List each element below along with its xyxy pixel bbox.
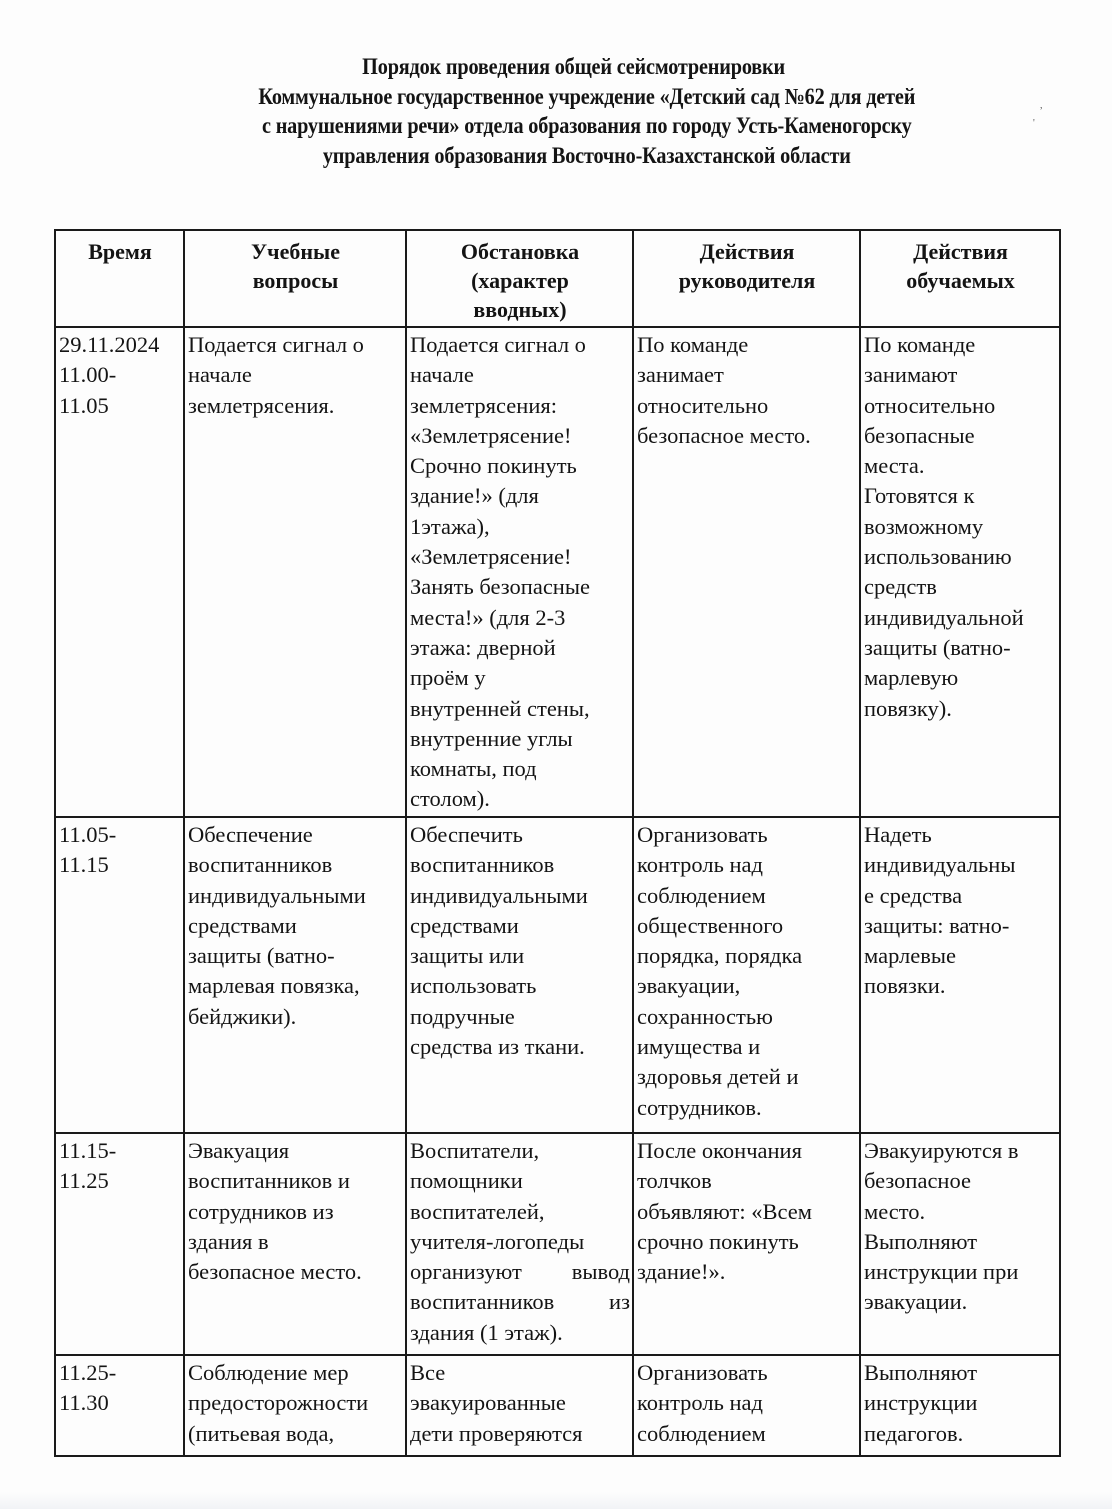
cell-line: 11.15- [59, 1138, 117, 1163]
cell-time [55, 817, 184, 1133]
header-line: Обстановка [460, 239, 580, 264]
cell-line: Выполняют [864, 1228, 978, 1254]
cell-line: учителя-логопеды [410, 1228, 585, 1254]
cell-situation [406, 327, 633, 817]
cell-line: Срочно покинуть [410, 453, 577, 479]
header-situation [406, 230, 633, 327]
cell-line: безопасные [864, 422, 975, 448]
cell-line: марлевые [864, 943, 956, 969]
cell-line: внутренние углы [410, 725, 573, 751]
cell-line: организуют вывод [410, 1259, 630, 1285]
cell-line: 11.15 [59, 852, 109, 878]
cell-line: контроль над [637, 852, 763, 878]
cell-line: внутренней стены, [410, 695, 590, 721]
cell-line: воспитанников из [410, 1289, 630, 1315]
header-line: Действия [699, 239, 795, 264]
cell-line: повязку). [864, 695, 952, 721]
cell-line: 11.25 [59, 1168, 109, 1194]
cell-line: Занять безопасные [410, 574, 590, 600]
cell-line: толчков [637, 1168, 712, 1194]
cell-line: возможному [864, 513, 984, 539]
cell-line: Подается сигнал о [410, 332, 586, 357]
title-line: управления образования Восточно-Казахстанской области [322, 142, 851, 168]
cell-line: инструкции при [864, 1259, 1019, 1285]
cell-line: объявляют: «Всем [637, 1198, 812, 1224]
cell-line: «Землетрясение! [410, 422, 572, 448]
header-line: вопросы [252, 268, 339, 293]
cell-line: Эвакуация [188, 1138, 290, 1163]
cell-line: занимает [637, 362, 724, 388]
cell-line: Эвакуируются в [864, 1138, 1019, 1163]
cell-line: безопасное [864, 1168, 971, 1194]
cell-line: инструкции [864, 1390, 978, 1416]
cell-line: место. [864, 1198, 926, 1224]
title-line: Порядок проведения общей сейсмотренировки [362, 54, 786, 79]
cell-situation [406, 1133, 633, 1355]
cell-line: комнаты, под [410, 756, 537, 782]
cell-line: Соблюдение мер [188, 1360, 349, 1385]
cell-line: землетрясения. [188, 392, 335, 418]
cell-line: соблюдением [637, 882, 766, 908]
cell-line: Обеспечить [410, 822, 523, 847]
cell-line: сотрудников из [188, 1198, 334, 1224]
header-questions [184, 230, 406, 327]
cell-line: 11.05 [59, 392, 109, 418]
cell-line: бейджики). [188, 1003, 297, 1029]
cell-line: 11.05- [59, 822, 117, 847]
table-row [55, 1133, 1060, 1355]
cell-line: предосторожности [188, 1390, 369, 1416]
cell-questions [184, 1355, 406, 1456]
cell-leader-actions [633, 1133, 860, 1355]
cell-line: Выполняют [864, 1360, 978, 1385]
cell-line: срочно покинуть [637, 1228, 799, 1254]
cell-line: начале [410, 362, 474, 388]
cell-situation [406, 817, 633, 1133]
cell-line: дети проверяются [410, 1420, 583, 1446]
cell-line: начале [188, 362, 252, 388]
cell-line: относительно [637, 392, 769, 418]
cell-line: индивидуальной [864, 604, 1024, 630]
cell-line: Организовать [637, 822, 768, 847]
cell-line: воспитанников и [188, 1168, 350, 1194]
cell-line: сохранностью [637, 1003, 773, 1029]
title-line: Коммунальное государственное учреждение «Детский сад №62 для детей [258, 83, 916, 109]
cell-line: 11.30 [59, 1390, 109, 1416]
cell-line: индивидуальны [864, 852, 1016, 878]
header-line: Учебные [251, 239, 340, 264]
cell-leader-actions [633, 327, 860, 817]
cell-line: марлевая повязка, [188, 973, 360, 999]
cell-line: 11.00- [59, 362, 117, 388]
cell-line: безопасное место. [637, 422, 811, 448]
cell-questions [184, 1133, 406, 1355]
table-header-row [55, 230, 1060, 327]
cell-line: 1этажа), [410, 513, 490, 539]
cell-line: По команде [864, 332, 976, 357]
cell-line: По команде [637, 332, 749, 357]
cell-line: здания в [188, 1228, 269, 1254]
cell-line: воспитателей, [410, 1198, 545, 1224]
cell-line: занимают [864, 362, 958, 388]
cell-line: здание!». [637, 1259, 726, 1285]
cell-line: Подается сигнал о [188, 332, 364, 357]
cell-trainee-actions [860, 1133, 1060, 1355]
cell-trainee-actions [860, 1355, 1060, 1456]
cell-line: (питьевая вода, [188, 1420, 335, 1446]
cell-line: марлевую [864, 665, 959, 691]
cell-line: эвакуации, [637, 973, 741, 999]
table-row [55, 1355, 1060, 1456]
cell-line: е средства [864, 882, 963, 908]
header-line: (характер [471, 268, 569, 293]
cell-line: порядка, порядка [637, 943, 803, 969]
cell-line: места!» (для 2-3 [410, 604, 566, 630]
scan-speck: ' [1033, 118, 1035, 129]
header-leader-actions [633, 230, 860, 327]
cell-leader-actions [633, 817, 860, 1133]
cell-line: защиты (ватно- [864, 634, 1011, 660]
cell-line: педагогов. [864, 1420, 964, 1446]
table-row [55, 817, 1060, 1133]
cell-line: безопасное место. [188, 1259, 362, 1285]
cell-line: средствами [188, 912, 297, 938]
cell-line: защиты (ватно- [188, 943, 335, 969]
cell-line: защиты или [410, 943, 525, 969]
cell-line: здоровья детей и [637, 1064, 799, 1090]
cell-time [55, 327, 184, 817]
schedule-table [54, 229, 1061, 1457]
cell-line: 11.25- [59, 1360, 117, 1385]
cell-situation [406, 1355, 633, 1456]
cell-line: проём у [410, 665, 486, 691]
cell-line: места. [864, 453, 925, 479]
cell-line: здания (1 этаж). [410, 1319, 563, 1345]
header-time [55, 230, 184, 327]
cell-line: повязки. [864, 973, 946, 999]
cell-line: соблюдением [637, 1420, 766, 1446]
cell-line: контроль над [637, 1390, 763, 1416]
scan-speck: , [1040, 100, 1043, 111]
cell-line: Воспитатели, [410, 1138, 540, 1163]
cell-line: средствами [410, 912, 519, 938]
cell-line: использованию [864, 544, 1012, 570]
cell-line: Готовятся к [864, 483, 975, 509]
cell-line: имущества и [637, 1034, 761, 1060]
cell-line: средств [864, 574, 937, 600]
cell-line: относительно [864, 392, 996, 418]
cell-trainee-actions [860, 327, 1060, 817]
header-line: Действия [913, 239, 1008, 264]
page-edge [0, 1492, 1112, 1509]
cell-line: средства из ткани. [410, 1034, 585, 1060]
header-line: Время [88, 239, 152, 264]
cell-line: столом). [410, 786, 490, 812]
cell-line: «Землетрясение! [410, 544, 572, 570]
cell-line: эвакуации. [864, 1289, 968, 1315]
title-line: с нарушениями речи» отдела образования по городу Усть-Каменогорску [261, 113, 912, 138]
cell-line: использовать [410, 973, 537, 999]
cell-questions [184, 327, 406, 817]
cell-questions [184, 817, 406, 1133]
header-line: обучаемых [906, 268, 1015, 293]
cell-line: здание!» (для [410, 483, 539, 509]
cell-line: сотрудников. [637, 1094, 762, 1120]
cell-line: После окончания [637, 1138, 802, 1163]
cell-line: индивидуальными [410, 882, 588, 908]
table-row [55, 327, 1060, 817]
cell-time [55, 1133, 184, 1355]
cell-line: общественного [637, 912, 784, 938]
cell-line: Надеть [864, 822, 932, 847]
cell-line: землетрясения: [410, 392, 557, 418]
cell-line: подручные [410, 1003, 515, 1029]
cell-line: Все [410, 1360, 446, 1385]
cell-line: воспитанников [188, 852, 333, 878]
cell-line: воспитанников [410, 852, 555, 878]
cell-line: Организовать [637, 1360, 768, 1385]
cell-line: защиты: ватно- [864, 912, 1010, 938]
cell-trainee-actions [860, 817, 1060, 1133]
header-trainee-actions [860, 230, 1060, 327]
document-title [0, 52, 1112, 170]
header-line: руководителя [678, 268, 816, 293]
header-line: вводных) [473, 297, 567, 322]
cell-line: 29.11.2024 [59, 332, 160, 357]
cell-line: помощники [410, 1168, 523, 1194]
cell-line: этажа: дверной [410, 634, 556, 660]
cell-leader-actions [633, 1355, 860, 1456]
cell-line: индивидуальными [188, 882, 366, 908]
cell-line: эвакуированные [410, 1390, 566, 1416]
cell-time [55, 1355, 184, 1456]
cell-line: Обеспечение [188, 822, 313, 847]
